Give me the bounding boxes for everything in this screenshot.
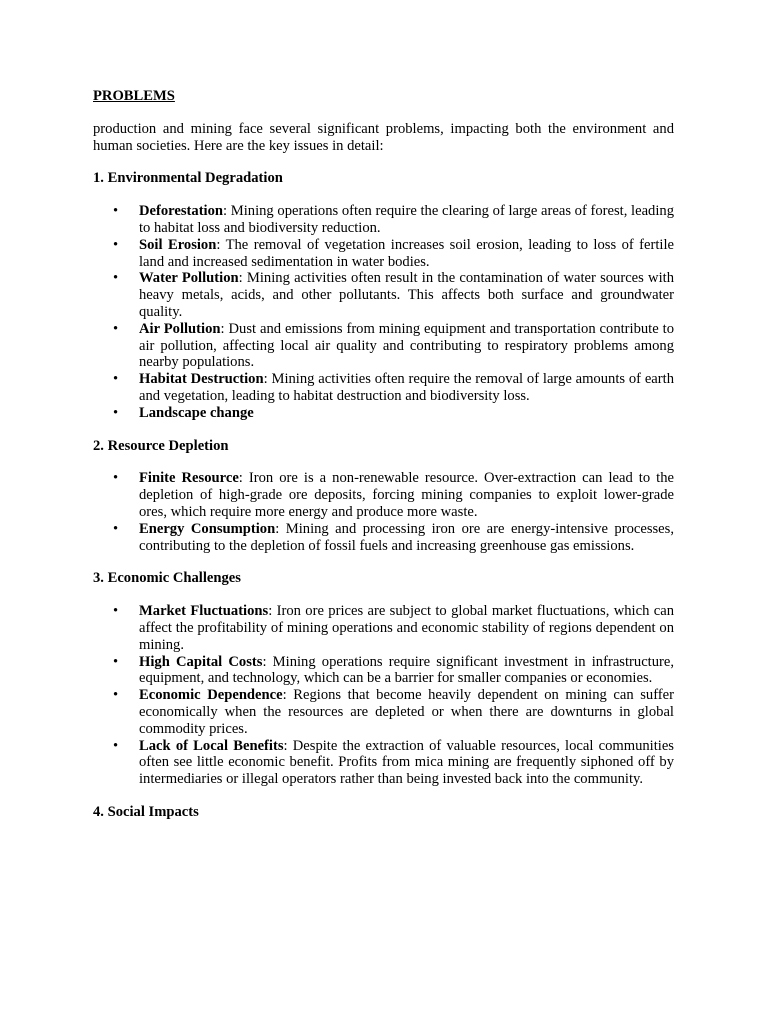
list-item — [93, 470, 674, 520]
bullet-icon: • — [113, 320, 119, 337]
item-text: : Mining activities often result in the contamination of water sources with heavy metals, acids, and other pollutants. This affects both surface and groundwater quality. — [139, 270, 674, 320]
item-term: Finite Resource — [139, 470, 239, 487]
bullet-icon: • — [113, 520, 119, 537]
item-text: : Iron ore prices are subject to global market fluctuations, which can affect the profitability of mining operations and economic stability of regions dependent on mining. — [139, 603, 674, 653]
bullet-icon: • — [113, 653, 119, 670]
bullet-icon: • — [113, 687, 119, 704]
section-heading: 3. Economic Challenges — [93, 570, 241, 587]
list-item — [93, 654, 674, 688]
document-body — [93, 88, 674, 837]
list-item — [93, 321, 674, 371]
bullet-icon: • — [113, 371, 119, 388]
bullet-icon: • — [113, 470, 119, 487]
item-term: Habitat Destruction — [139, 371, 264, 388]
list-item — [93, 687, 674, 737]
list-item — [93, 603, 674, 653]
bullet-icon: • — [113, 236, 119, 253]
page-title: PROBLEMS — [93, 88, 175, 104]
section-heading: 4. Social Impacts — [93, 803, 199, 820]
intro-paragraph: production and mining face several significant problems, impacting both the environment and human societies. Here are the key issues in detail: — [93, 120, 674, 154]
bullet-list — [93, 603, 674, 788]
item-term: Market Fluctuations — [139, 603, 269, 620]
list-item — [93, 237, 674, 271]
list-item — [93, 405, 674, 422]
item-term: Economic Dependence — [139, 687, 283, 704]
item-term: High Capital Costs — [139, 653, 263, 670]
item-term: Lack of Local Benefits — [139, 737, 284, 754]
section-heading: 2. Resource Depletion — [93, 437, 229, 454]
item-text: : Mining operations require significant investment in infrastructure, equipment, and technology, which can be a barrier for smaller companies or economies. — [139, 653, 675, 687]
item-text: : Mining operations often require the clearing of large areas of forest, leading to habitat loss and biodiversity reduction. — [139, 203, 674, 236]
sections-container — [93, 170, 674, 820]
item-text: : Regions that become heavily dependent on mining can suffer economically when the resources are depleted or when there are downturns in global commodity prices. — [139, 687, 674, 737]
bullet-icon: • — [113, 404, 119, 421]
list-item — [93, 521, 674, 555]
item-term: Landscape change — [139, 404, 254, 421]
bullet-icon: • — [113, 203, 119, 220]
list-item — [93, 203, 674, 237]
bullet-list — [93, 470, 674, 554]
item-term: Energy Consumption — [139, 520, 276, 537]
item-text: : Mining and processing iron ore are energy-intensive processes, contributing to the depletion of fossil fuels and increasing greenhouse gas emissions. — [139, 520, 674, 554]
list-item — [93, 270, 674, 320]
item-term: Deforestation — [139, 203, 224, 220]
item-term: Water Pollution — [139, 270, 239, 287]
item-text: : The removal of vegetation increases soil erosion, leading to loss of fertile land and increased sedimentation in water bodies. — [139, 236, 675, 270]
item-text: : Mining activities often require the removal of large amounts of earth and vegetation, leading to habitat destruction and biodiversity loss. — [139, 371, 674, 404]
bullet-icon: • — [113, 737, 119, 754]
list-item — [93, 738, 674, 788]
item-text: : Dust and emissions from mining equipment and transportation contribute to air pollution, affecting local air quality and contributing to respiratory problems among nearby populations. — [139, 320, 674, 371]
section-heading: 1. Environmental Degradation — [93, 170, 283, 187]
item-term: Soil Erosion — [139, 236, 217, 253]
list-item — [93, 371, 674, 405]
item-term: Air Pollution — [139, 320, 221, 337]
bullet-list — [93, 203, 674, 421]
bullet-icon: • — [113, 603, 119, 620]
bullet-icon: • — [113, 270, 119, 287]
item-text: : Iron ore is a non-renewable resource. Over-extraction can lead to the depletion of high-grade ore deposits, forcing mining companies to exploit lower-grade ores, which require more energy and produce more waste. — [139, 470, 675, 520]
item-text: : Despite the extraction of valuable resources, local communities often see little economic benefit. Profits from mica mining are frequently siphoned off by intermediaries or illegal operators rather than being invested back into the community. — [139, 737, 674, 788]
